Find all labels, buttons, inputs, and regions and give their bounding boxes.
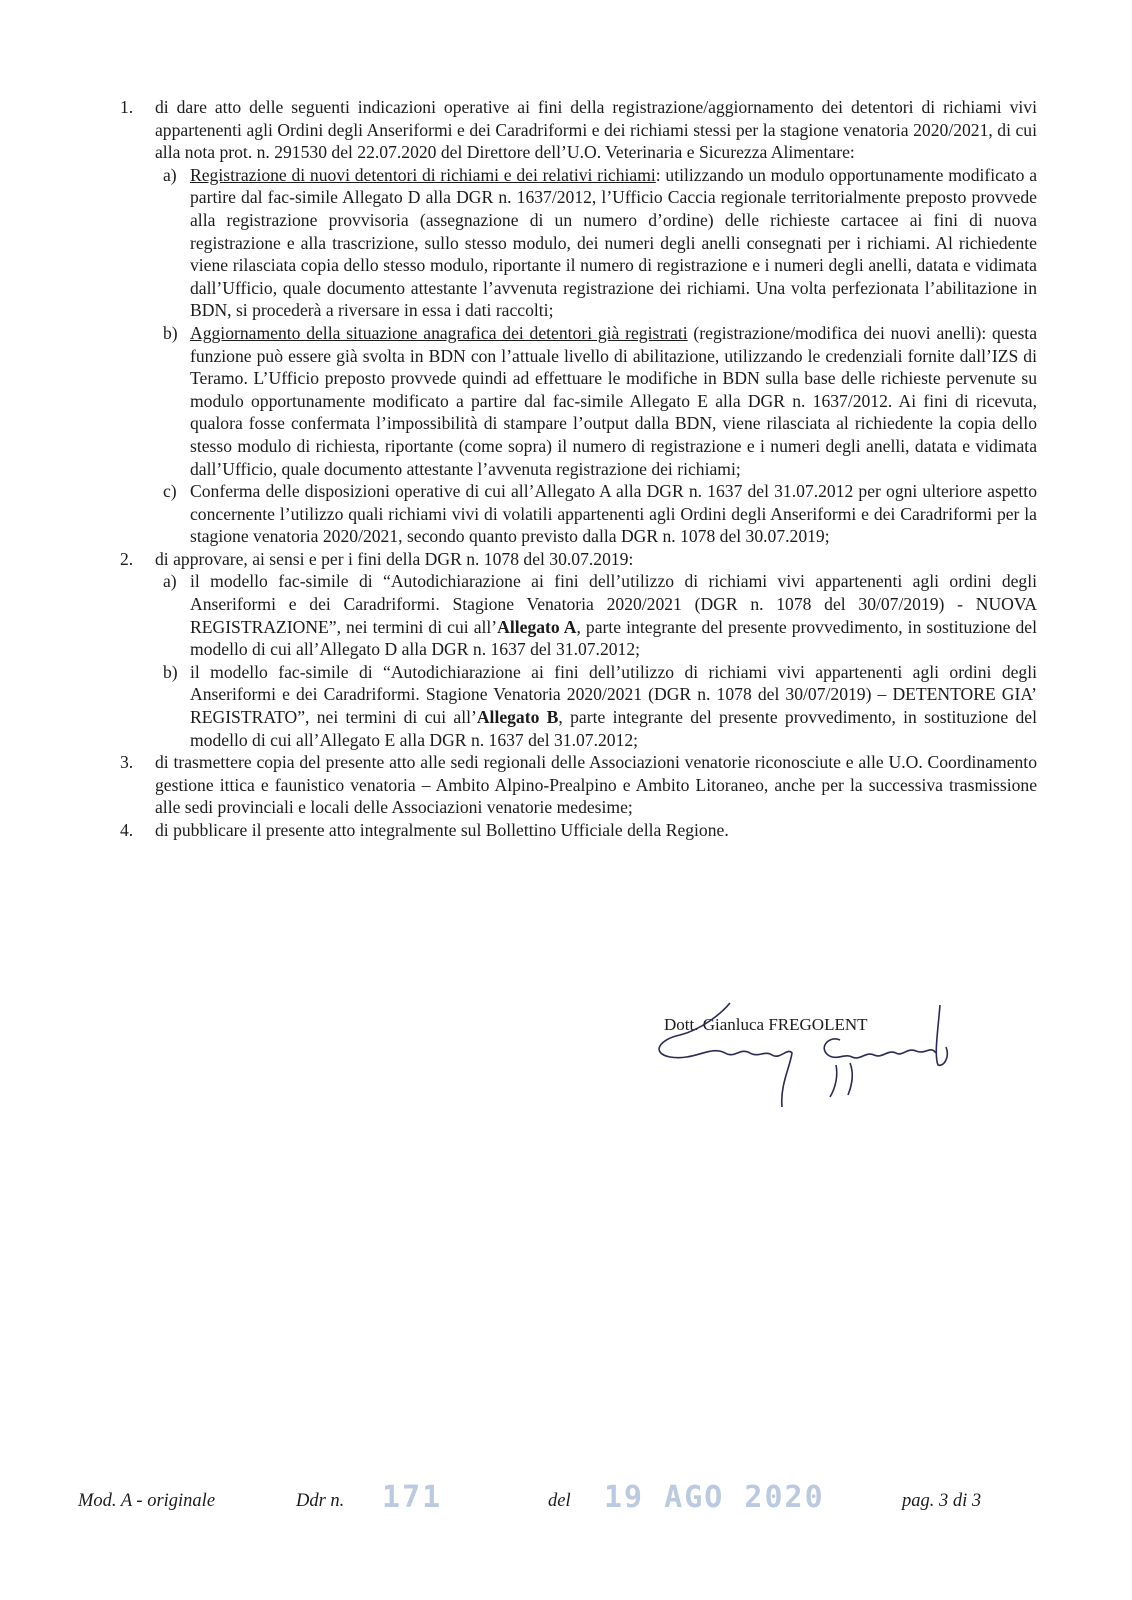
item-number: 3. (120, 752, 134, 773)
item-text: di trasmettere copia del presente atto alle sedi regionali delle Associazioni venatorie riconosciute e alle U.O. Coordinamento gestione ittica e faunistico venatoria – Ambito Alpino-Prealpino e Ambito Litoraneo, anche per la successiva trasmissione alle sedi provinciali e locali delle Associazioni venatorie medesime; (155, 752, 1037, 818)
item-number: 2. (120, 548, 134, 569)
item-number: 1. (120, 97, 134, 117)
footer-ddr-number-stamp: 171 (382, 1480, 443, 1515)
item-text: di pubblicare il presente atto integralmente sul Bollettino Ufficiale della Regione. (155, 820, 729, 840)
sub-item-underlined-heading: Registrazione di nuovi detentori di richiami e dei relativi richiami (190, 164, 656, 185)
footer-del-label: del (548, 1491, 571, 1511)
footer-mod: Mod. A - originale (78, 1491, 216, 1511)
sub-item-letter: b) (163, 322, 178, 343)
sub-item-text: , parte integrante del presente provvedimento, in sostituzione del modello di cui all’Allegato D alla DGR n. 1637 del 31.07.2012; (190, 616, 1037, 660)
handwritten-signature (640, 995, 960, 1115)
item-number: 4. (120, 820, 134, 840)
sub-item-text: (registrazione/modifica dei nuovi anelli): questa funzione può essere già svolta in BDN con l’attuale livello di abilitazione, utilizzando le credenziali fornite dall’IZS di Teramo. L’Ufficio preposto provvede quindi ad effettuare le modifiche in BDN sulla base delle richieste pervenute su modulo opportunamente modificato a partire dal fac-simile Allegato E alla DGR n. 1637/2012. Ai fini di ricevuta, qualora fosse confermata l’impossibilità di stampare l’output dalla BDN, viene rilasciata al richiedente la copia dello stesso modulo di richiesta, riportante (come sopra) il numero di registrazione e i numeri degli anelli, datata e vidimata dall’Ufficio, quale documento attestante l’avvenuta registrazione dei richiami; (190, 322, 1037, 479)
item-text: di dare atto delle seguenti indicazioni operative ai fini della registrazione/aggiornamento dei detentori di richiami vivi appartenenti agli Ordini degli Anseriformi e dei Caradriformi e dei richiami stessi per la stagione venatoria 2020/2021, di cui alla nota prot. n. 291530 del 22.07.2020 del Direttore dell’U.O. Veterinaria e Sicurezza Alimentare: (155, 97, 1037, 163)
document-body (120, 96, 1037, 842)
sub-item-text: il modello fac-simile di “Autodichiarazione ai fini dell’utilizzo di richiami vivi appartenenti agli ordini degli Anseriformi e dei Caradriformi. Stagione Venatoria 2020/2021 (DGR n. 1078 del 30/07/2019) - NUOVA REGISTRAZIONE”, nei termini di cui all’ (190, 571, 1037, 637)
footer-page-number: pag. 3 di 3 (902, 1491, 982, 1511)
sub-item-letter: a) (163, 164, 177, 185)
sub-item-letter: c) (163, 481, 177, 502)
sub-item-1b (155, 322, 1037, 480)
footer-ddr-label: Ddr n. (296, 1491, 345, 1511)
allegato-reference: Allegato A (497, 616, 577, 637)
sub-item-2a (155, 570, 1037, 660)
sub-item-1c (155, 480, 1037, 548)
signatory-name: Dott. Gianluca FREGOLENT (664, 1015, 868, 1034)
sub-item-1a (155, 164, 1037, 322)
allegato-reference: Allegato B (476, 707, 559, 728)
sub-item-underlined-heading: Aggiornamento della situazione anagrafica dei detentori già registrati (190, 322, 688, 343)
sub-item-text: il modello fac-simile di “Autodichiarazione ai fini dell’utilizzo di richiami vivi appartenenti agli ordini degli Anseriformi e dei Caradriformi. Stagione Venatoria 2020/2021 (DGR n. 1078 del 30/07/2019) – DETENTORE GIA’ REGISTRATO”, nei termini di cui all’ (190, 661, 1037, 728)
sub-item-2b (155, 661, 1037, 751)
list-item-4 (120, 819, 1037, 842)
list-item-2 (120, 548, 1037, 751)
sub-item-text: Conferma delle disposizioni operative di cui all’Allegato A alla DGR n. 1637 del 31.07.2012 per ogni ulteriore aspetto concernente l’utilizzo quali richiami vivi di volatili appartenenti agli Ordini degli Anseriformi e dei Caradriformi per la stagione venatoria 2020/2021, secondo quanto previsto dalla DGR n. 1078 del 30.07.2019; (190, 481, 1037, 547)
list-item-3 (120, 751, 1037, 819)
sub-item-letter: b) (163, 661, 178, 682)
item-text: di approvare, ai sensi e per i fini della DGR n. 1078 del 30.07.2019: (155, 548, 634, 569)
sub-item-text: : utilizzando un modulo opportunamente modificato a partire dal fac-simile Allegato D alla DGR n. 1637/2012, l’Ufficio Caccia regionale territorialmente preposto provvede alla registrazione provvisoria (assegnazione di un numero d’ordine) delle richieste cartacee ai fini di nuova registrazione e alla trascrizione, sullo stesso modulo, dei numeri degli anelli consegnati per i richiami. Al richiedente viene rilasciata copia dello stesso modulo, riportante il numero di registrazione e i numeri degli anelli, datata e vidimata dall’Ufficio, quale documento attestante l’avvenuta registrazione dei richiami. Una volta perfezionata l’abilitazione in BDN, si procederà a riversare in essa i dati raccolti; (190, 164, 1038, 321)
footer-date-stamp: 19 AGO 2020 (604, 1480, 825, 1515)
sub-item-letter: a) (163, 571, 177, 592)
list-item-1 (120, 96, 1037, 548)
sub-item-text: , parte integrante del presente provvedimento, in sostituzione del modello di cui all’Allegato E alla DGR n. 1637 del 31.07.2012; (190, 707, 1037, 750)
